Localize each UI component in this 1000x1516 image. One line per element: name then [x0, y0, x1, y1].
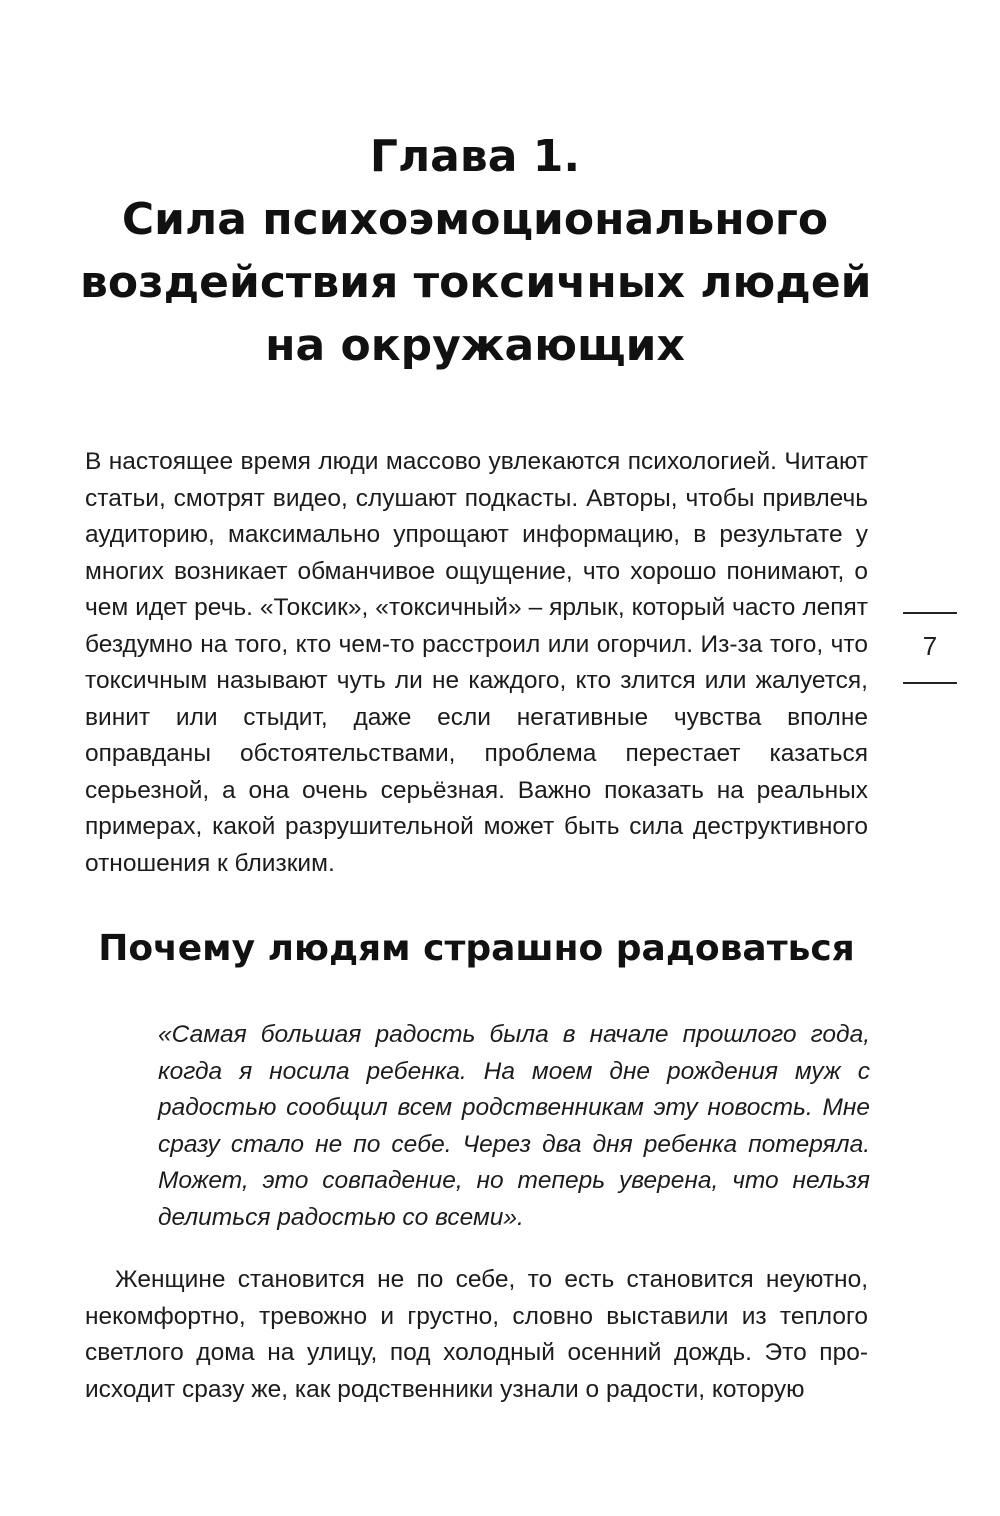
- intro-paragraph: В настоящее время люди массово увлекаются психологией. Читают статьи, смотрят видео, слушают подкасты. Авторы, чтобы привлечь аудиторию, максимально упрощают информацию, в результате у многих возникает обманчивое ощущение, что хорошо понимают, о чем идет речь. «Токсик», «токсичный» – ярлык, который часто лепят бездумно на того, кто чем-то расстроил или огорчил. Из-за того, что токсичным называют чуть ли не каждого, кто злится или жалуется, винит или стыдит, даже если негативные чувства вполне оправданы обстоятельствами, проблема перестает казаться серьезной, а она очень серьёзная. Важно показать на реальных примерах, какой разрушительной может быть сила деструктивного отношения к близким.: [85, 448, 868, 877]
- chapter-title-line-1: Сила психоэмоционального: [121, 194, 829, 245]
- chapter-title-line-3: на окружающих: [265, 320, 685, 371]
- page-number-rule-bottom: [903, 682, 957, 684]
- chapter-title: [80, 125, 870, 377]
- chapter-title-line-2: воздействия токсичных людей: [80, 257, 872, 308]
- page-number: 7: [922, 631, 938, 661]
- quote-paragraph: «Самая большая радость была в начале прошлого года, когда я носила ребенка. На моем дне рождения муж с радостью сообщил всем родственникам эту новость. Мне сразу стало не по себе. Через два дня ребенка потеряла. Может, это совпадение, но теперь уверена, что нельзя делиться радостью со всеми».: [158, 1021, 870, 1231]
- body-paragraph: Женщине становится не по себе, то есть становится неуютно, некомфортно, тревожно и грустно, словно выставили из теплого светлого дома на улицу, под холодный осенний дождь. Это происходит сразу же, как родственники узнали о радости, которую: [85, 1266, 868, 1403]
- page-number-rule-top: [903, 612, 957, 614]
- chapter-number: Глава 1.: [369, 131, 581, 182]
- page-number-marker: [903, 606, 957, 686]
- section-heading: Почему людям страшно радоваться: [98, 928, 855, 969]
